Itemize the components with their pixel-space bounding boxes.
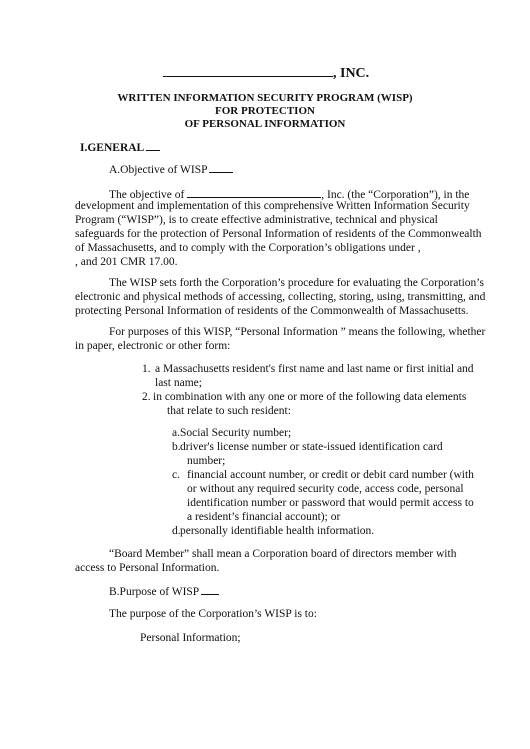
subsection-heading-text: A.Objective of WISP xyxy=(109,164,208,176)
objective-para-start: The objective of xyxy=(109,189,185,201)
list-item-line: that relate to such resident: xyxy=(167,405,291,417)
document-title-line3: OF PERSONAL INFORMATION xyxy=(184,118,346,130)
definition-para-line: For purposes of this WISP, “Personal Information ” means the following, whether xyxy=(109,326,486,338)
sublist-item-line: or without any required security code, access code, personal xyxy=(187,483,464,495)
sublist-item-line: driver's license number or state-issued identification card xyxy=(180,441,443,453)
sublist-item-line: number; xyxy=(187,455,226,467)
sublist-item-marker: b. xyxy=(172,441,181,453)
section-heading-text: I.GENERAL xyxy=(80,142,145,154)
list-item-line: last name; xyxy=(155,377,202,389)
subsection-heading-objective xyxy=(109,162,233,178)
sublist-item-marker: d. xyxy=(172,525,181,537)
heading-underline xyxy=(209,162,233,173)
subsection-heading-purpose xyxy=(109,584,219,600)
heading-underline xyxy=(146,140,160,151)
list-item-line: in combination with any one or more of the following data elements xyxy=(153,391,467,403)
objective-para-line: , and 201 CMR 17.00. xyxy=(75,256,178,268)
sublist-item-line: a resident’s financial account); or xyxy=(187,511,341,523)
document-title-line2: FOR PROTECTION xyxy=(215,105,315,117)
sublist-item-line: financial account number, or credit or debit card number (with xyxy=(187,469,474,481)
subsection-heading-text: B.Purpose of WISP xyxy=(109,586,200,598)
objective-para-line: Program (“WISP”), is to create effective administrative, technical and physical xyxy=(75,214,438,226)
definition-para-line: in paper, electronic or other form: xyxy=(75,340,231,352)
list-item-marker: 1. xyxy=(142,363,151,375)
sublist-item-line: personally identifiable health information. xyxy=(180,525,375,537)
board-member-para-line: “Board Member” shall mean a Corporation board of directors member with xyxy=(109,548,457,560)
purpose-item: Personal Information; xyxy=(140,632,241,644)
purpose-intro: The purpose of the Corporation’s WISP is to: xyxy=(109,608,317,620)
sublist-item-line: Social Security number; xyxy=(180,427,292,439)
heading-underline xyxy=(201,584,219,595)
sublist-item-marker: a. xyxy=(172,427,180,439)
wisp-procedure-para-line: protecting Personal Information of residents of the Commonwealth of Massachusetts. xyxy=(75,305,469,317)
list-item-marker: 2. xyxy=(142,391,151,403)
objective-para-line: development and implementation of this comprehensive Written Information Security xyxy=(75,200,470,212)
company-name-blank xyxy=(163,64,333,77)
board-member-para-line: access to Personal Information. xyxy=(75,562,220,574)
wisp-procedure-para-line: electronic and physical methods of accessing, collecting, storing, using, transmitting, and xyxy=(75,291,486,303)
objective-para-end: , Inc. (the “Corporation”), in the xyxy=(321,189,470,201)
company-suffix: , INC. xyxy=(333,66,370,81)
sublist-item-marker: c. xyxy=(172,469,180,481)
sublist-item-line: identification number or password that would permit access to xyxy=(187,497,474,509)
document-title-line1: WRITTEN INFORMATION SECURITY PROGRAM (WISP) xyxy=(117,92,413,104)
wisp-procedure-para-line: The WISP sets forth the Corporation’s procedure for evaluating the Corporation’s xyxy=(109,277,484,289)
objective-para-line: of Massachusetts, and to comply with the Corporation’s obligations under , xyxy=(75,242,421,254)
company-name-line xyxy=(163,64,369,81)
objective-para-line: safeguards for the protection of Personal Information of residents of the Commonwealth xyxy=(75,228,482,240)
section-heading-general xyxy=(80,140,160,156)
corporation-name-blank xyxy=(187,185,321,198)
list-item-line: a Massachusetts resident's first name and last name or first initial and xyxy=(155,363,474,375)
